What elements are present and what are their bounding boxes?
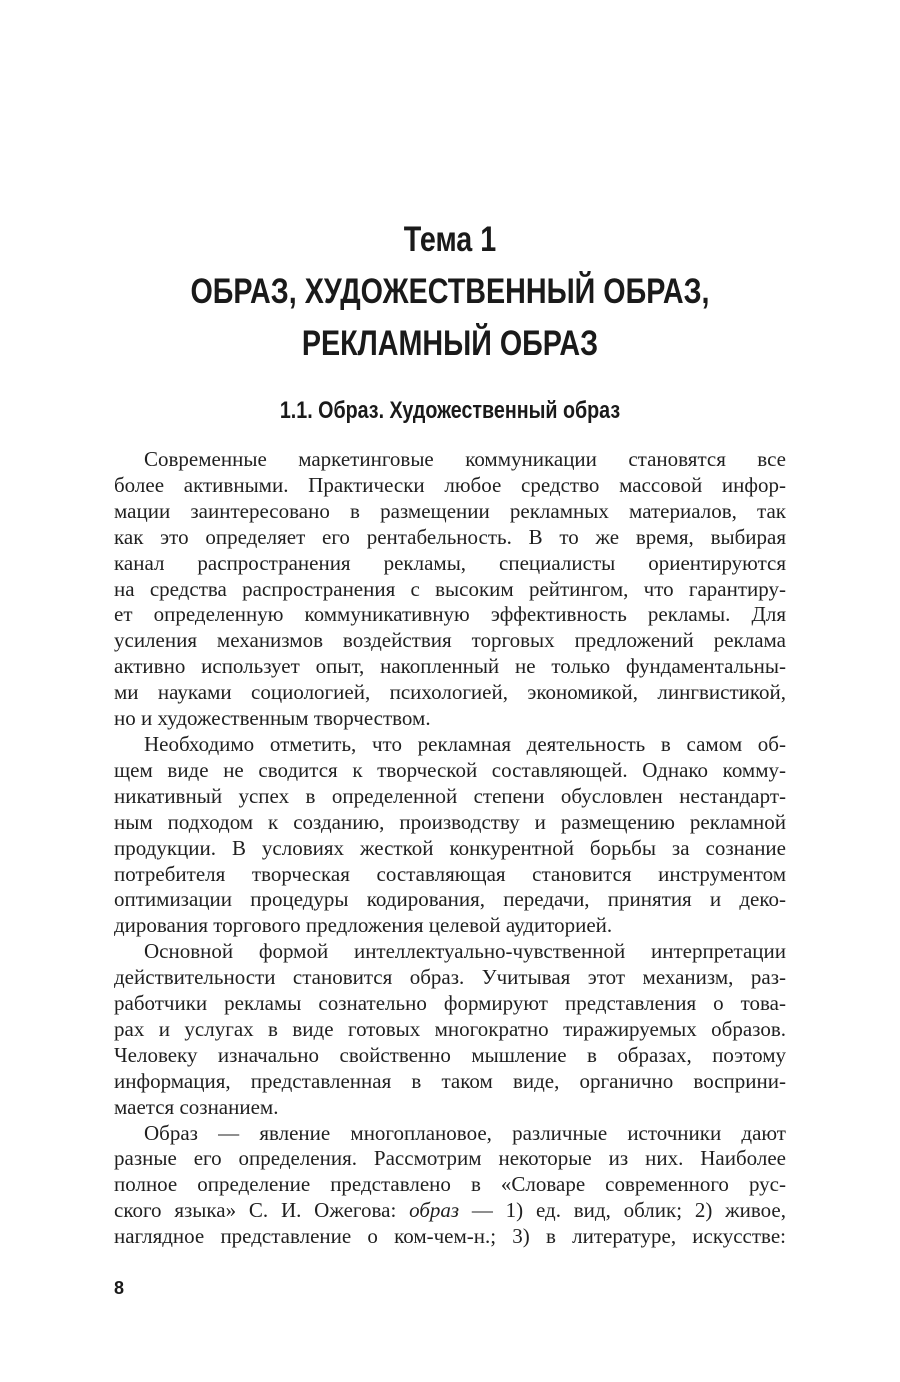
paragraph-line: более активными. Практически любое средство массовой инфор-	[114, 472, 786, 497]
paragraph-line-with-italic	[114, 1198, 786, 1224]
paragraph-line: щем виде не сводится к творческой составляющей. Однако комму-	[114, 757, 786, 782]
paragraph-line: дирования торгового предложения целевой аудиторией.	[114, 913, 613, 938]
chapter-title	[174, 266, 725, 370]
paragraph-line: продукции. В условиях жесткой конкурентной борьбы за сознание	[114, 835, 786, 860]
paragraph-line: информация, представленная в таком виде, органично восприни-	[114, 1068, 786, 1093]
topic-label: Тема 1	[403, 220, 497, 259]
paragraph-line: Современные маркетинговые коммуникации становятся все	[144, 447, 786, 471]
page-number: 8	[114, 1278, 125, 1298]
paragraph-line: как это определяет его рентабельность. В то же время, выбирая	[114, 524, 786, 549]
paragraph-line: но и художественным творчеством.	[114, 706, 431, 731]
paragraph-line: никативный успех в определенной степени обусловлен нестандарт-	[114, 783, 786, 808]
paragraph-3	[114, 939, 786, 1120]
paragraph-line: Человеку изначально свойственно мышление в образах, поэтому	[114, 1042, 786, 1067]
paragraph-line: рах и услугах в виде готовых многократно тиражируемых образов.	[114, 1016, 786, 1041]
section-title: 1.1. Образ. Художественный образ	[279, 397, 621, 424]
paragraph-line: мается сознанием.	[114, 1094, 279, 1119]
paragraph-1	[114, 447, 786, 732]
paragraph-line: Образ — явление многоплановое, различные источники дают	[144, 1120, 786, 1145]
paragraph-line: ным подходом к созданию, производству и размещению рекламной	[114, 809, 786, 834]
paragraph-line: усиления механизмов воздействия торговых предложений реклама	[114, 628, 786, 653]
paragraph-line: мации заинтересовано в размещении рекламных материалов, так	[114, 498, 786, 523]
paragraph-line: наглядное представление о ком-чем-н.; 3) в литературе, искусстве:	[114, 1224, 786, 1249]
paragraph-line: потребителя творческая составляющая становится инструментом	[114, 861, 786, 886]
chapter-title-line-2: РЕКЛАМНЫЙ ОБРАЗ	[301, 324, 599, 363]
paragraph-2	[114, 732, 786, 939]
body-text	[114, 447, 786, 1250]
paragraph-line: Основной формой интеллектуально-чувственной интерпретации	[144, 939, 786, 964]
paragraph-line: работчики рекламы сознательно формируют представления о това-	[114, 991, 786, 1016]
paragraph-line: активно использует опыт, накопленный не только фундаментальны-	[114, 654, 786, 679]
paragraph-line: ет определенную коммуникативную эффективность рекламы. Для	[114, 602, 786, 627]
paragraph-line: на средства распространения с высоким рейтингом, что гарантиру-	[114, 576, 786, 601]
line-tail: — 1) ед. вид, облик; 2) живое,	[459, 1198, 786, 1223]
paragraph-line: действительности становится образ. Учитывая этот механизм, раз-	[114, 965, 786, 990]
paragraph-line: Необходимо отметить, что рекламная деятельность в самом об-	[144, 731, 786, 756]
italic-term: образ	[409, 1198, 460, 1223]
chapter-title-line-1: ОБРАЗ, ХУДОЖЕСТВЕННЫЙ ОБРАЗ,	[190, 272, 710, 311]
paragraph-line: оптимизации процедуры кодирования, передачи, принятия и деко-	[114, 887, 786, 912]
paragraph-line: ми науками социологией, психологией, экономикой, лингвистикой,	[114, 680, 786, 705]
paragraph-line: полное определение представлено в «Словаре современного рус-	[114, 1172, 786, 1197]
paragraph-4	[114, 1121, 786, 1251]
paragraph-line: разные его определения. Рассмотрим некоторые из них. Наиболее	[114, 1146, 786, 1171]
line-head: ского языка» С. И. Ожегова:	[114, 1198, 410, 1223]
paragraph-line: канал распространения рекламы, специалисты ориентируются	[114, 550, 786, 575]
